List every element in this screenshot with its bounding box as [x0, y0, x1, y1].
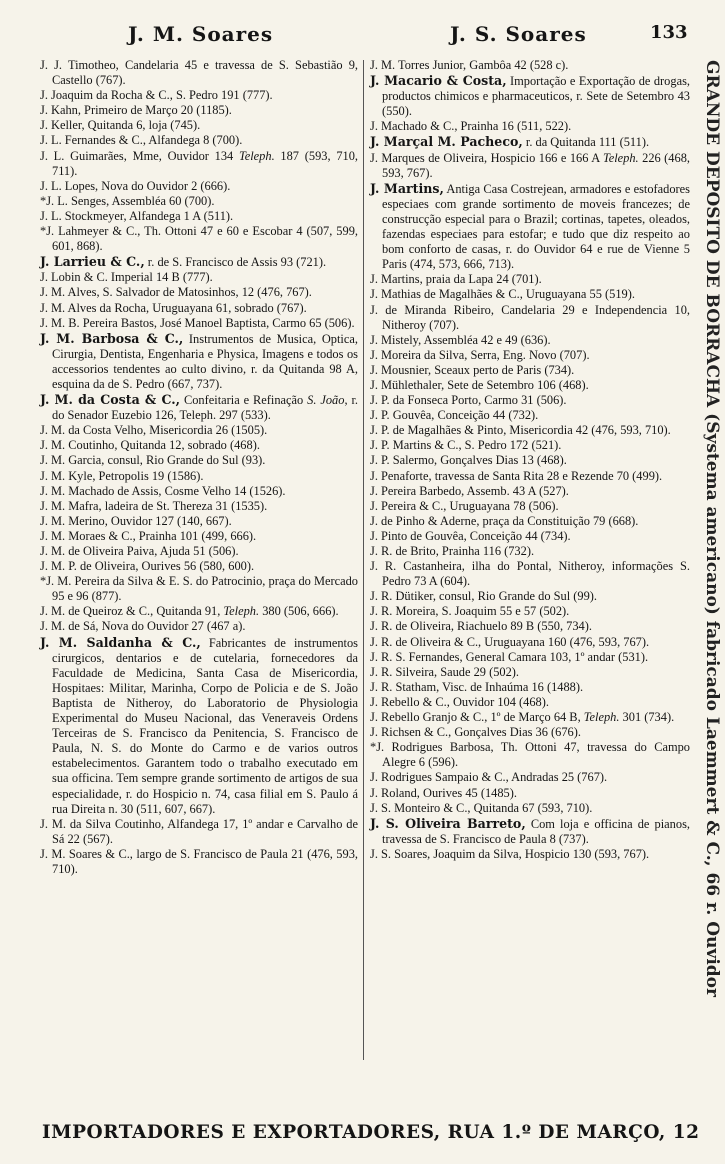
directory-entry — [370, 469, 690, 484]
entry-text: J. R. Silveira, Saude 29 (502). — [370, 664, 520, 679]
entry-text: Com loja e officina de pianos, travessa de S. Francisco de Paula 8 (737). — [382, 816, 690, 846]
entry-text: J. Martins, praia da Lapa 24 (701). — [370, 272, 542, 287]
right-column — [370, 58, 690, 862]
directory-entry — [40, 149, 358, 179]
directory-entry — [40, 635, 358, 817]
directory-entry — [40, 484, 358, 499]
directory-entry — [370, 847, 690, 862]
entry-text: J. Machado & C., Prainha 16 (511, 522). — [370, 119, 572, 134]
entry-name: J. M. Barbosa & C., — [40, 330, 184, 346]
directory-entry — [370, 348, 690, 363]
page-header — [0, 22, 725, 48]
directory-entry — [370, 119, 690, 134]
directory-entry — [40, 817, 358, 847]
entry-text: J. R. de Oliveira & C., Uruguayana 160 (476, 593, 767). — [370, 634, 650, 649]
entry-text-continued: 301 (734). — [619, 710, 675, 725]
directory-entry — [40, 254, 358, 270]
entry-text: Fabricantes de instrumentos cirurgicos, dentarios e de cutelaria, fornecedores da Faculdade de Medicina, Santa Casa de Misericordia, Hospitaes: Militar, Marinha, Corpo de Policia e de S. João Baptista de Nitheroy, do Laboratorio de Physiologia Experimental do Museu Nacional, das Veneraveis Ordens Terceiras de S. Francisco da Penitencia, S. Francisco de Paula, N. S. do Monte do Carmo e de varios outros estabelecimentos. Garantem todo o trabalho executado em sua officina. Tem sempre grande sortimento de artigos de sua especialidade, r. do Hospicio n. 74, casa filial em S. Paulo á rua Direita n. 30 (511, 607, 667). — [52, 635, 358, 816]
entry-text: J. M. de Oliveira Paiva, Ajuda 51 (506). — [40, 544, 239, 558]
directory-entry — [40, 438, 358, 453]
entry-text: J. R. Dütiker, consul, Rio Grande do Sul (99). — [370, 589, 597, 604]
entry-text: J. M. P. de Oliveira, Ourives 56 (580, 600). — [40, 559, 255, 574]
directory-entry — [370, 589, 690, 604]
directory-entry — [40, 285, 358, 300]
directory-entry — [370, 604, 690, 619]
entry-text: J. Rebello & C., Ouvidor 104 (468). — [370, 694, 549, 709]
entry-text: J. M. Merino, Ouvidor 127 (140, 667). — [40, 513, 232, 528]
directory-entry — [370, 770, 690, 785]
left-column — [40, 58, 358, 877]
directory-entry — [370, 287, 690, 302]
entry-text: J. M. B. Pereira Bastos, José Manoel Baptista, Carmo 65 (506). — [40, 315, 355, 330]
entry-text: J. M. da Costa Velho, Misericordia 26 (1505). — [40, 423, 268, 438]
entry-text: J. de Pinho & Aderne, praça da Constituição 79 (668). — [370, 513, 639, 528]
entry-text: J. Rebello Granjo & C., 1º de Março 64 B, — [370, 710, 584, 725]
directory-entry — [40, 423, 358, 438]
directory-entry — [40, 133, 358, 148]
directory-entry — [370, 151, 690, 181]
entry-text: J. Joaquim da Rocha & C., S. Pedro 191 (777). — [40, 88, 273, 103]
entry-text: J. M. de Sá, Nova do Ouvidor 27 (467 a). — [40, 619, 246, 634]
header-center: J. S. Soares — [450, 22, 587, 46]
entry-text: J. Keller, Quitanda 6, loja (745). — [40, 118, 201, 133]
entry-text: J. R. de Oliveira, Riachuelo 89 B (550, 734). — [370, 619, 592, 634]
entry-text: Importação e Exportação de drogas, productos chimicos e pharmaceuticos, r. Sete de Setembro 43 (550). — [382, 74, 690, 119]
directory-entry — [40, 847, 358, 877]
directory-entry — [40, 331, 358, 392]
directory-entry — [370, 181, 690, 273]
directory-entry — [40, 179, 358, 194]
entry-text: Confeitaria e Refinação — [180, 393, 308, 408]
directory-entry — [370, 725, 690, 740]
entry-text: r. da Quitanda 111 (511). — [522, 135, 650, 150]
entry-text: J. M. de Queiroz & C., Quitanda 91, — [40, 604, 224, 619]
directory-entry — [370, 499, 690, 514]
entry-italic: Teleph. — [238, 148, 275, 163]
entry-text: J. P. da Fonseca Porto, Carmo 31 (506). — [370, 393, 567, 408]
entry-text: J. R. Moreira, S. Joaquim 55 e 57 (502). — [370, 604, 570, 619]
entry-text: J. Roland, Ourives 45 (1485). — [370, 785, 517, 800]
entry-text: J. P. Salermo, Gonçalves Dias 13 (468). — [370, 453, 567, 468]
directory-entry — [40, 301, 358, 316]
entry-italic: S. João — [307, 393, 345, 408]
directory-entry — [40, 514, 358, 529]
entry-text: J. Moreira da Silva, Serra, Eng. Novo (707). — [370, 347, 590, 362]
entry-italic: Teleph. — [583, 710, 620, 725]
directory-entry — [40, 270, 358, 285]
page-number: 133 — [650, 22, 688, 43]
entry-text: J. Rodrigues Sampaio & C., Andradas 25 (767). — [370, 770, 608, 785]
entry-text: *J. Rodrigues Barbosa, Th. Ottoni 47, travessa do Campo Alegre 6 (596). — [370, 740, 690, 770]
directory-entry — [370, 740, 690, 770]
entry-text: *J. Lahmeyer & C., Th. Ottoni 47 e 60 e Escobar 4 (507, 599, 601, 868). — [40, 224, 358, 254]
entry-text: J. R. de Brito, Prainha 116 (732). — [370, 544, 535, 558]
directory-entry — [370, 665, 690, 680]
entry-text: J. Pereira & C., Uruguayana 78 (506). — [370, 498, 559, 513]
entry-italic: Teleph. — [223, 604, 260, 619]
directory-entry — [370, 423, 690, 438]
directory-entry — [370, 134, 690, 150]
entry-text: J. M. Garcia, consul, Rio Grande do Sul (93). — [40, 453, 266, 468]
directory-entry — [370, 303, 690, 333]
entry-text: J. Pereira Barbedo, Assemb. 43 A (527). — [370, 483, 569, 498]
entry-text: J. P. de Magalhães & Pinto, Misericordia 42 (476, 593, 710). — [370, 423, 671, 438]
entry-text: J. L. Fernandes & C., Alfandega 8 (700). — [40, 133, 243, 148]
side-advertisement — [690, 60, 722, 1060]
entry-text-continued: 187 (593, 710, 711). — [52, 148, 358, 178]
entry-text: J. S. Monteiro & C., Quitanda 67 (593, 710). — [370, 800, 593, 815]
entry-name: J. Martins, — [370, 180, 444, 196]
entry-text: J. Marques de Oliveira, Hospicio 166 e 166 A — [370, 150, 603, 165]
entry-name: J. Marçal M. Pacheco, — [370, 134, 523, 150]
directory-entry — [40, 194, 358, 209]
directory-entry — [370, 710, 690, 725]
page-footer: IMPORTADORES E EXPORTADORES, RUA 1.º DE MARÇO, 12 — [42, 1122, 700, 1143]
directory-entry — [370, 635, 690, 650]
entry-text: J. M. Alves, S. Salvador de Matosinhos, 12 (476, 767). — [40, 285, 312, 300]
directory-entry — [40, 392, 358, 423]
directory-entry — [370, 73, 690, 119]
header-left: J. M. Soares — [128, 22, 274, 46]
directory-entry — [370, 333, 690, 348]
entry-text: J. Mathias de Magalhães & C., Uruguayana 55 (519). — [370, 287, 635, 302]
entry-text: r. de S. Francisco de Assis 93 (721). — [144, 255, 327, 270]
entry-text: J. R. S. Fernandes, General Camara 103, 1º andar (531). — [370, 649, 649, 664]
entry-text: J. M. Mafra, ladeira de St. Thereza 31 (1535). — [40, 498, 268, 513]
entry-text: J. M. Moraes & C., Prainha 101 (499, 666). — [40, 528, 257, 543]
entry-text: J. M. Coutinho, Quitanda 12, sobrado (468). — [40, 438, 260, 453]
entry-text: J. R. Castanheira, ilha do Pontal, Nitheroy, informações S. Pedro 73 A (604). — [370, 559, 690, 589]
side-advertisement-text: GRANDE DEPOSITO DE BORRACHA (Systema americano) fabricado Laemmert & C., 66 r. Ouvidor — [702, 60, 722, 997]
directory-entry — [370, 363, 690, 378]
directory-entry — [370, 272, 690, 287]
entry-text: J. L. Lopes, Nova do Ouvidor 2 (666). — [40, 178, 231, 193]
directory-entry — [40, 529, 358, 544]
entry-text: J. de Miranda Ribeiro, Candelaria 29 e Independencia 10, Nitheroy (707). — [370, 302, 690, 332]
directory-entry — [40, 574, 358, 604]
directory-entry — [370, 801, 690, 816]
directory-entry — [40, 469, 358, 484]
entry-text: J. P. Gouvêa, Conceição 44 (732). — [370, 408, 539, 423]
directory-entry — [370, 514, 690, 529]
directory-entry — [40, 316, 358, 331]
directory-entry — [370, 484, 690, 499]
entry-text: *J. L. Senges, Assembléa 60 (700). — [40, 193, 215, 208]
entry-name: J. Larrieu & C., — [40, 254, 145, 270]
entry-text-continued: 380 (506, 666). — [259, 604, 339, 619]
entry-text: J. L. Stockmeyer, Alfandega 1 A (511). — [40, 208, 234, 223]
entry-name: J. M. Saldanha & C., — [40, 634, 201, 650]
directory-entry — [370, 680, 690, 695]
entry-name: J. S. Oliveira Barreto, — [370, 815, 526, 831]
entry-text: J. Lobin & C. Imperial 14 B (777). — [40, 270, 213, 285]
entry-text: J. Pinto de Gouvêa, Conceição 44 (734). — [370, 528, 571, 543]
directory-entry — [370, 544, 690, 559]
directory-entry — [40, 209, 358, 224]
entry-text: J. M. Soares & C., largo de S. Francisco de Paula 21 (476, 593, 710). — [40, 846, 358, 876]
entry-text: J. P. Martins & C., S. Pedro 172 (521). — [370, 438, 562, 453]
entry-text: J. M. Machado de Assis, Cosme Velho 14 (1526). — [40, 483, 286, 498]
directory-entry — [370, 438, 690, 453]
directory-entry — [370, 58, 690, 73]
entry-text: J. Mousnier, Sceaux perto de Paris (734). — [370, 362, 575, 377]
entry-name: J. Macario & Costa, — [370, 73, 507, 89]
directory-entry — [40, 88, 358, 103]
directory-entry — [40, 453, 358, 468]
entry-text: J. L. Guimarães, Mme, Ouvidor 134 — [40, 148, 239, 163]
column-divider — [363, 60, 364, 1060]
entry-text: *J. M. Pereira da Silva & E. S. do Patrocinio, praça do Mercado 95 e 96 (877). — [40, 574, 358, 604]
entry-text: J. Kahn, Primeiro de Março 20 (1185). — [40, 103, 232, 118]
entry-text: J. Penaforte, travessa de Santa Rita 28 e Rezende 70 (499). — [370, 468, 663, 483]
directory-entry — [370, 619, 690, 634]
entry-text: J. M. Alves da Rocha, Uruguayana 61, sobrado (767). — [40, 300, 307, 315]
directory-entry — [40, 604, 358, 619]
entry-text: J. M. da Silva Coutinho, Alfandega 17, 1º andar e Carvalho de Sá 22 (567). — [40, 816, 358, 846]
directory-entry — [40, 544, 358, 559]
entry-text-continued: 226 (468, 593, 767). — [382, 150, 690, 180]
directory-entry — [370, 559, 690, 589]
entry-text: J. Mühlethaler, Sete de Setembro 106 (468). — [370, 377, 589, 392]
directory-entry — [370, 393, 690, 408]
entry-text: J. M. Torres Junior, Gambôa 42 (528 c). — [370, 58, 569, 72]
directory-entry — [370, 650, 690, 665]
directory-entry — [370, 453, 690, 468]
directory-entry — [370, 816, 690, 847]
directory-entry — [40, 224, 358, 254]
entry-text: J. J. Timotheo, Candelaria 45 e travessa de S. Sebastião 9, Castello (767). — [40, 58, 358, 88]
entry-name: J. M. da Costa & C., — [40, 392, 181, 408]
directory-entry — [40, 619, 358, 634]
directory-entry — [40, 118, 358, 133]
directory-entry — [370, 695, 690, 710]
entry-text: J. M. Kyle, Petropolis 19 (1586). — [40, 468, 204, 483]
entry-italic: Teleph. — [602, 150, 639, 165]
entry-text: J. Richsen & C., Gonçalves Dias 36 (676). — [370, 725, 581, 740]
entry-text: J. S. Soares, Joaquim da Silva, Hospicio 130 (593, 767). — [370, 846, 650, 861]
entry-text-continued: , r. do Senador Euzebio 126, Teleph. 297 (533). — [52, 393, 358, 423]
directory-entry — [40, 58, 358, 88]
directory-entry — [370, 786, 690, 801]
entry-text: J. R. Statham, Visc. de Inhaúma 16 (1488). — [370, 679, 584, 694]
directory-entry — [40, 103, 358, 118]
directory-entry — [370, 378, 690, 393]
directory-entry — [40, 499, 358, 514]
directory-entry — [40, 559, 358, 574]
entry-text: Antiga Casa Costrejean, armadores e estofadores especiaes com grande sortimento de moveis francezes; de construcção especial para o Brazil; cortinas, tapetes, oleados, fazendas especiaes para estofar; e tudo que diz respeito ao bom conforto de casas, r. do Ouvidor 64 e rue de Vienne 5 Paris (474, 573, 666, 713). — [382, 181, 690, 272]
directory-entry — [370, 408, 690, 423]
entry-text: Instrumentos de Musica, Optica, Cirurgia, Dentista, Engenharia e Physica, Imagens e todos os accessorios tendentes ao culto divino, r. da Quitanda 98 A, esquina da de S. Pedro (667, 737). — [52, 331, 358, 391]
entry-text: J. Mistely, Assembléa 42 e 49 (636). — [370, 332, 551, 347]
directory-entry — [370, 529, 690, 544]
